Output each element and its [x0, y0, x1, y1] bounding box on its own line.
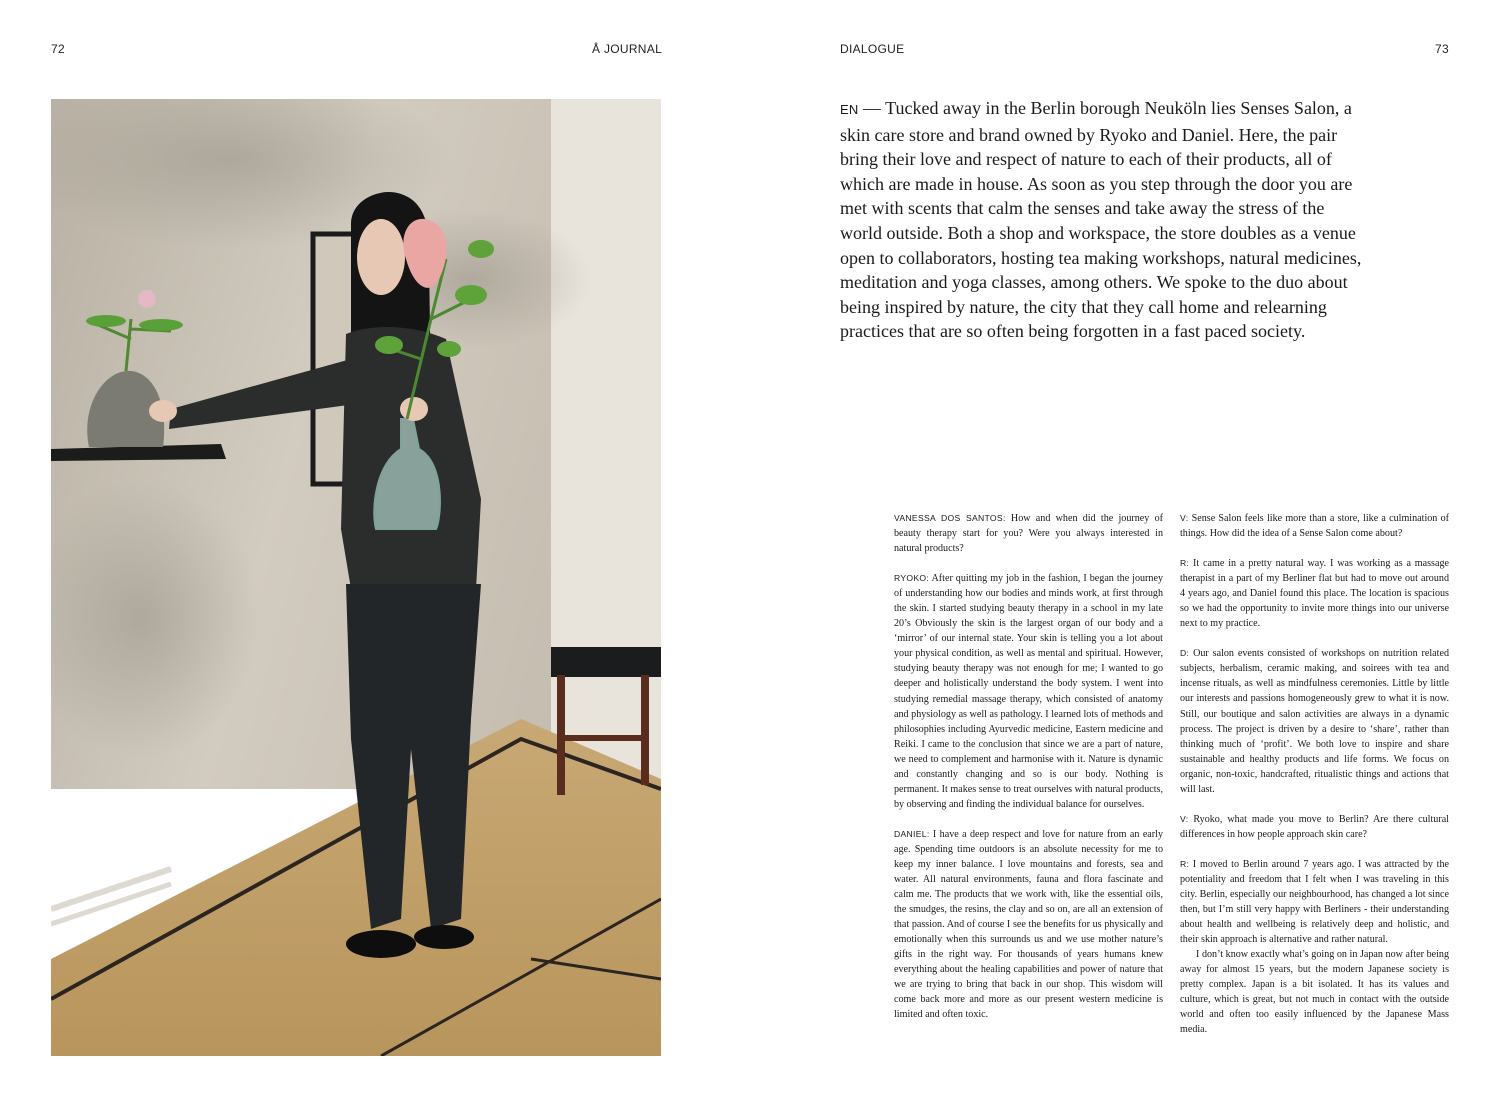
section-title: DIALOGUE	[840, 42, 905, 56]
interview-text: I have a deep respect and love for nature from an early age. Spending time outdoors is an absolute necessity for me to keep my inner balance. I love mountains and forests, sea and water. All natural environments, fauna and flora fascinate and calm me. The products that we work with, like the essential oils, the smudges, the resins, the clay and so on, are all an extension of that passion. And of course I see the benefits for us physically and emotionally when this surrounds us and we use mother nature’s gifts in the right way. For thousands of years humans knew everything about the healing capabilities and power of nature that we are trying to bring that back in our shop. This wisdom will come back more and more as our present western medicine is limited and often toxic.	[894, 828, 1163, 1021]
blossom	[138, 290, 156, 308]
speaker-label: V:	[1180, 813, 1189, 824]
language-tag: EN	[840, 102, 859, 117]
leaf	[375, 336, 403, 354]
person-hand	[149, 400, 177, 422]
intro-text: Tucked away in the Berlin borough Neuköln lies Senses Salon, a skin care store and brand owned by Ryoko and Daniel. Here, the pair bring their love and respect of nature to each of their products, all of which are made in house. As soon as you step through the door you are met with scents that calm the senses and take away the stress of the world outside. Both a shop and workspace, the store doubles as a venue open to collaborators, hosting tea making workshops, natural medicines, meditation and yoga classes, among others. We spoke to the duo about being inspired by nature, the city that they call home and relearning practices that are so often being forgotten in a fast paced society.	[840, 98, 1362, 342]
intro-dash: —	[858, 98, 886, 118]
interview-paragraph	[1180, 812, 1449, 842]
speaker-label: V:	[1180, 513, 1189, 523]
speaker-label: VANESSA DOS SANTOS:	[894, 513, 1006, 523]
interview-paragraph	[1180, 511, 1449, 541]
speaker-label: R:	[1180, 558, 1190, 569]
interview-paragraph-continued	[1180, 947, 1449, 1037]
person-face	[357, 219, 405, 295]
portrait-photo	[51, 99, 661, 1056]
leaf	[455, 285, 487, 305]
page-number-right: 73	[1435, 42, 1449, 56]
stool-leg	[641, 675, 649, 785]
speaker-label: D:	[1180, 648, 1190, 659]
intro-paragraph	[840, 96, 1370, 344]
interview-text: Our salon events consisted of workshops on nutrition related subjects, herbalism, ceramic making, and soirees with tea and incense rituals, as well as mindfulness ceremonies. Little by little our interests and passions homogeneously grew to what it is now. Still, our boutique and salon activities are always in a dynamic process. The project is driven by a desire to ‘share’, rather than thinking much of ‘profit’. We both love to inspire and share sustainable and healthy products and life forms. We focus on organic, non-toxic, handcrafted, ritualistic things and actions that will last.	[1180, 648, 1449, 795]
person-shoe	[414, 925, 474, 949]
interview-column-right	[1180, 511, 1449, 1052]
interview-text: After quitting my job in the fashion, I began the journey of understanding how our bodies and minds work, at first through the skin. I started studying beauty therapy in a school in my late 20’s Obviously the skin is the largest organ of our body and a ‘mirror’ of our internal state. Your skin is telling you a lot about your physical condition, as well as mental and spiritual. However, studying beauty therapy was not enough for me; I wanted to go deeper and holistically understand the body system. I went into studying remedial massage therapy, which consisted of anatomy and physiology as well as pathology. I learned lots of methods and philosophies including Ayurvedic medicine, Eastern medicine and Reiki. I came to the conclusion that since we are a part of nature, we need to complement and harmonise with it. Nature is dynamic and constantly changing and so is our body. Nothing is permanent. It makes sense to treat ourselves with natural products, by observing and finding the individual balance for ourselves.	[894, 573, 1163, 810]
interview-paragraph	[894, 571, 1163, 812]
interview-text: Ryoko, what made you move to Berlin? Are there cultural differences in how people approach skin care?	[1180, 813, 1449, 840]
leaf	[468, 240, 494, 258]
person-hand	[400, 397, 428, 421]
interview-column-left	[894, 511, 1163, 1038]
speaker-label: RYOKO:	[894, 573, 930, 584]
speaker-label: DANIEL:	[894, 828, 930, 839]
stool-seat	[551, 647, 661, 677]
interview-paragraph	[1180, 646, 1449, 796]
interview-text: I moved to Berlin around 7 years ago. I was attracted by the potentiality and freedom that I felt when I was traveling in this city. Berlin, especially our neighbourhood, has changed a lot since then, but I’m still very happy with Berliners - their understanding about health and wellbeing is relatively deep and holistic, and their skin approach is alternative and rather natural.	[1180, 858, 1449, 946]
interview-text: How and when did the journey of beauty therapy start for you? Were you always interested in natural products?	[894, 513, 1164, 555]
interview-paragraph	[894, 511, 1163, 556]
speaker-label: R:	[1180, 858, 1190, 869]
leaf	[86, 315, 126, 327]
person-shoe	[346, 930, 416, 958]
interview-text: I don’t know exactly what’s going on in Japan now after being away for almost 15 years, but the modern Japanese society is pretty complex. Japan is a bit isolated. It has its values and culture, which is great, but not much in contact with the outside world and often too easily influenced by the Japanese Mass media.	[1180, 949, 1449, 1036]
interview-text: It came in a pretty natural way. I was working as a massage therapist in a part of my Berliner flat but had to move out around 4 years ago, and Daniel found this place. The location is spacious so we had the opportunity to invite more things into our universe next to my practice.	[1180, 558, 1449, 630]
journal-title: Å JOURNAL	[592, 42, 663, 56]
interview-paragraph	[1180, 857, 1449, 947]
interview-paragraph	[894, 827, 1163, 1023]
interview-text: Sense Salon feels like more than a store, like a culmination of things. How did the idea of a Sense Salon come about?	[1180, 513, 1449, 540]
interview-paragraph	[1180, 556, 1449, 631]
page-number-left: 72	[51, 42, 65, 56]
leaf	[139, 319, 183, 331]
stool-rail	[557, 735, 649, 741]
leaf	[437, 341, 461, 357]
